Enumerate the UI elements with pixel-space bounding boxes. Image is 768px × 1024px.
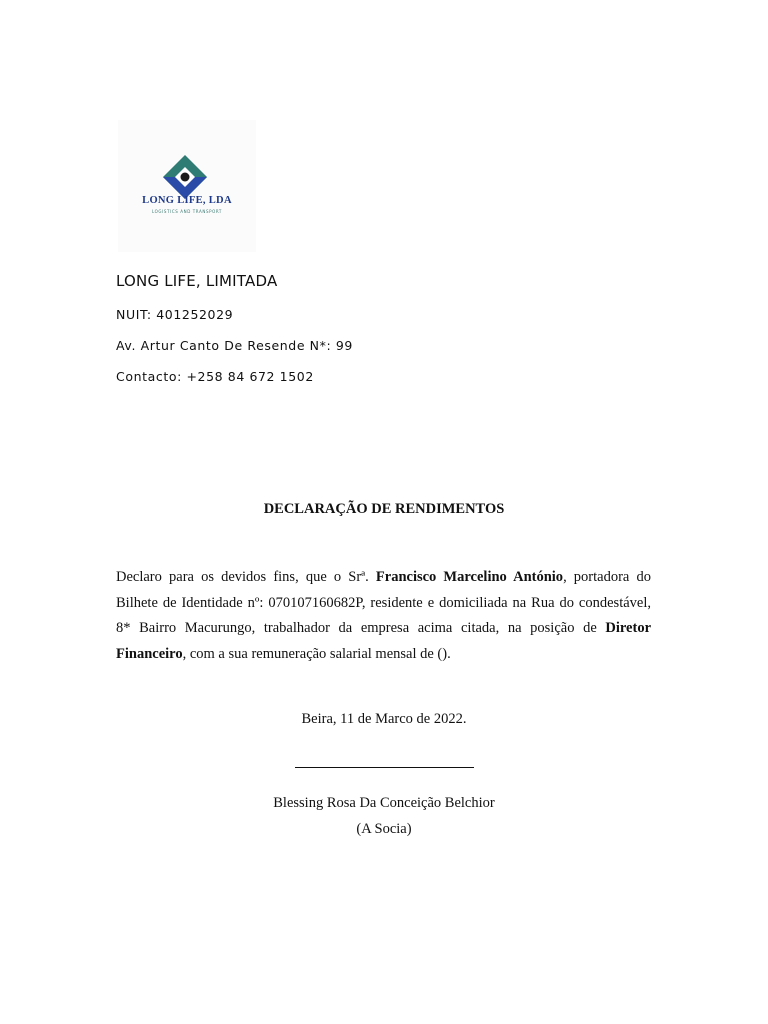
company-logo — [118, 120, 256, 252]
declaration-paragraph — [116, 565, 651, 667]
diamond-logo-icon — [162, 154, 208, 200]
company-name: LONG LIFE, LIMITADA — [116, 272, 278, 290]
person-name: Francisco Marcelino António — [375, 569, 564, 585]
place-date: Beira, 11 de Marco de 2022. — [301, 711, 467, 727]
logo-company-name: LONG LIFE, LDA — [142, 195, 232, 206]
body-intro: Declaro para os devidos fins, que o Srª. — [116, 569, 376, 585]
body-ending: , com a sua remuneração salarial mensal de (). — [182, 645, 451, 662]
body-middle: , portadora do Bilhete de Identidade nº: 070107160682P, residente e domiciliada na Rua do condestável, 8* Bairro Macurungo, trabalhador da empresa acima citada, na posição de — [116, 569, 651, 636]
logo-tagline: LOGISTICS AND TRANSPORT — [152, 209, 222, 214]
document-title: DECLARAÇÃO DE RENDIMENTOS — [263, 501, 505, 517]
company-address: Av. Artur Canto De Resende N*: 99 — [116, 338, 353, 353]
signer-role: (A Socia) — [356, 821, 412, 837]
job-position: Diretor Financeiro — [116, 620, 651, 662]
company-contact: Contacto: +258 84 672 1502 — [116, 369, 314, 384]
signature-line — [295, 767, 474, 768]
signer-name: Blessing Rosa Da Conceição Belchior — [273, 795, 495, 811]
company-nuit: NUIT: 401252029 — [116, 307, 234, 322]
